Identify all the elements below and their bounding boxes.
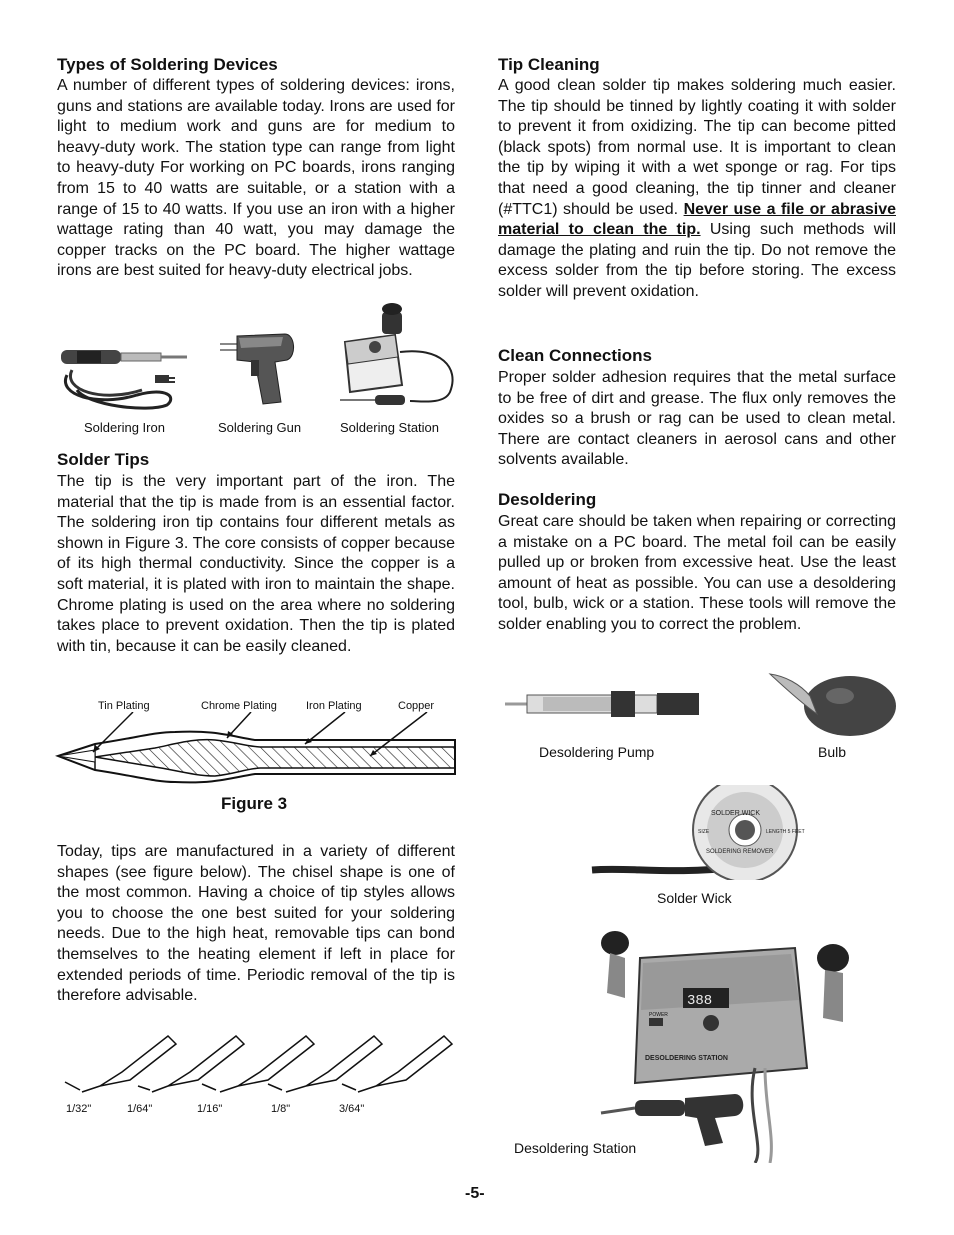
label-chrome-plating: Chrome Plating	[201, 700, 277, 712]
label-iron-plating: Iron Plating	[306, 700, 362, 712]
soldering-gun-image	[215, 330, 300, 410]
tip-size-5: 3/64"	[339, 1103, 365, 1115]
page-number: -5-	[465, 1185, 485, 1202]
heading-types-of-soldering-devices: Types of Soldering Devices	[57, 55, 278, 74]
soldering-station-image	[320, 297, 460, 412]
tip-size-3: 1/16"	[197, 1103, 223, 1115]
heading-desoldering: Desoldering	[498, 490, 597, 509]
paragraph-clean-connections: Proper solder adhesion requires that the metal surface to be free of dirt and grease. The flux only removes the oxides so a brush or rag can be used to clean metal. There are contact cleaners in aerosol cans and other solvents available.	[498, 369, 896, 469]
tip-size-4: 1/8"	[271, 1103, 291, 1115]
tip-shape-2	[138, 1036, 244, 1092]
warning-no-file: Never use a file or abrasive material to clean the tip.	[498, 200, 896, 239]
heading-solder-tips: Solder Tips	[57, 450, 150, 469]
paragraph-desoldering: Great care should be taken when repairing or correcting a mistake on a PC board. The metal foil can be easily pulled up or broken from excessive heat. Use the least amount of heat as possible. You can use a desoldering tool, bulb, wick or a station. These tools will remove the solder enabling you to correct the problem.	[498, 513, 896, 633]
solder-wick-image	[590, 785, 805, 880]
paragraph-types: A number of different types of soldering devices: irons, guns and stations are available today. Irons are used for light to medium work and guns are for medium to heavy-duty work. The station type can range from light to heavy-duty For working on PC boards, irons ranging from 15 to 40 watts are suitable, or a station with a range of 15 to 40 watts. If you use an iron with a higher wattage rating than 40 watt, you may damage the copper tracks on the PC board. The higher wattage irons are best suited for heavy-duty electrical jobs.	[57, 77, 455, 280]
label-copper: Copper	[398, 700, 435, 712]
paragraph-solder-tips: The tip is the very important part of the iron. The material that the tip is made from is an essential factor. The soldering iron tip contains four different metals as shown in Figure 3. The core consists of copper because of its high thermal conductivity. Since the copper is a soft material, it is plated with iron to maintain the shape. Chrome plating is used on the area where no soldering takes place to prevent oxidation. Then the tip is plated with tin, because it can be easily cleaned.	[57, 473, 455, 655]
tip-shape-1	[65, 1036, 176, 1092]
paragraph-tip-shapes: Today, tips are manufactured in a variety of different shapes (see figure below). The chisel shape is one of the most common. Having a choice of tip styles allows you to choose the one best suited for your soldering needs. Due to the high heat, removable tips can bond themselves to the heating element if left in place for extended periods of time. Periodic removal of the tip is therefore advisable.	[57, 843, 455, 1005]
soldering-iron-image	[57, 335, 197, 410]
wick-print-length: LENGTH 5 FEET	[766, 829, 805, 835]
wick-print-bottom: SOLDERING REMOVER	[706, 849, 774, 855]
heading-clean-connections: Clean Connections	[498, 346, 652, 365]
desoldering-station-image	[595, 918, 870, 1163]
paragraph-tip-cleaning: A good clean solder tip makes soldering much easier. The tip should be tinned by lightly coating it with solder to prevent it from oxidizing. The tip can become pitted (black spots) from normal use. It is important to clean the tip by wiping it with a wet sponge or rag. For tips that need a good cleaning, the tip tinner and cleaner (#TTC1) should be used. Never use a file or abrasive material to clean the tip. Using such methods will damage the plating and ruin the tip. Do not remove the excess solder from the tip before storing. The excess solder will prevent oxidation.	[498, 77, 896, 300]
figure-3-caption: Figure 3	[221, 794, 288, 813]
bulb-image	[765, 668, 900, 738]
caption-soldering-gun: Soldering Gun	[218, 420, 302, 435]
station-display-readout: 388	[687, 993, 713, 1009]
tip-size-1: 1/32"	[66, 1103, 92, 1115]
caption-bulb: Bulb	[818, 744, 847, 760]
label-tin-plating: Tin Plating	[98, 700, 150, 712]
caption-soldering-station: Soldering Station	[340, 420, 440, 435]
tip-shape-5	[342, 1036, 452, 1092]
caption-solder-wick: Solder Wick	[657, 890, 732, 906]
figure-3-tip-diagram	[55, 712, 460, 784]
caption-soldering-iron: Soldering Iron	[84, 420, 165, 435]
wick-print-top: SOLDER WICK	[711, 810, 761, 817]
tip-size-2: 1/64"	[127, 1103, 153, 1115]
caption-desoldering-station: Desoldering Station	[514, 1140, 637, 1156]
wick-print-size: SIZE	[698, 829, 710, 835]
tip-shapes-diagram	[60, 1030, 470, 1100]
heading-tip-cleaning: Tip Cleaning	[498, 55, 600, 74]
desoldering-pump-image	[503, 683, 703, 723]
caption-desoldering-pump: Desoldering Pump	[539, 744, 655, 760]
station-power-label: POWER	[649, 1012, 668, 1018]
station-brand-label: DESOLDERING STATION	[645, 1055, 728, 1062]
